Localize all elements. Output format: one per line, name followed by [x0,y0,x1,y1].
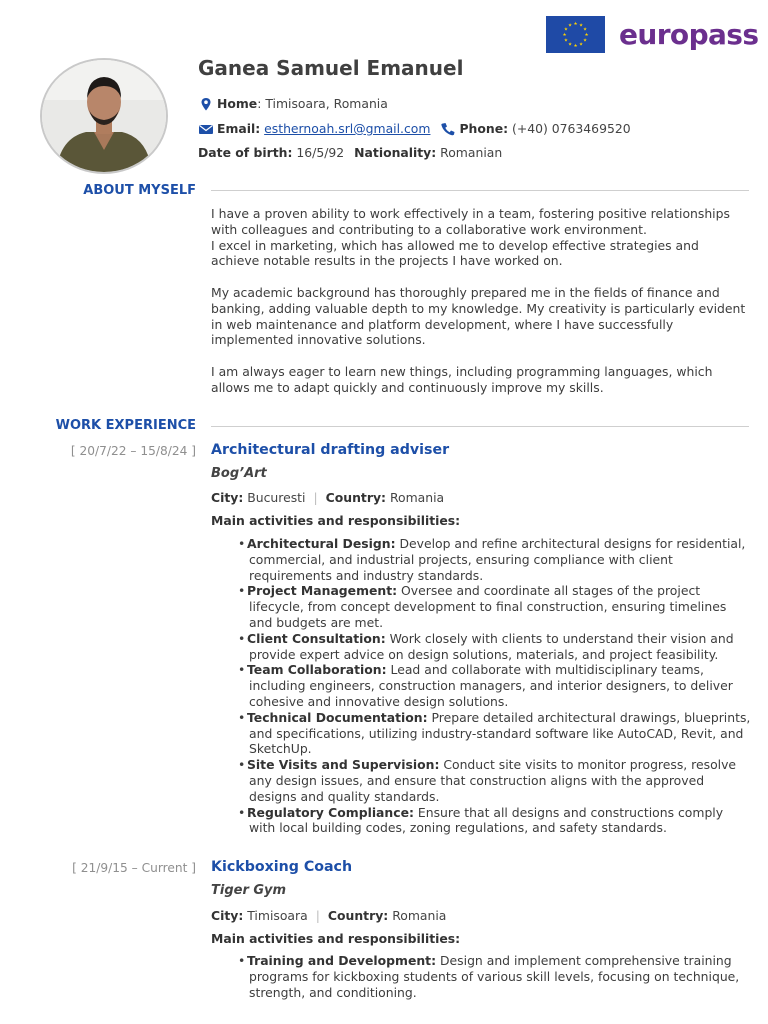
europass-logo [546,16,758,53]
about-paragraph: I excel in marketing, which has allowed me to develop effective strategies and achieve notable results in the projects I have worked on. [211,237,699,269]
eu-star-icon: ★ [578,42,584,48]
country-value: Romania [392,908,447,923]
eu-flag-icon [546,16,605,53]
eu-star-icon: ★ [582,38,588,44]
about-divider [211,190,749,191]
profile-photo [40,58,168,174]
responsibilities-list [229,536,753,836]
eu-star-icon: ★ [562,33,567,39]
email-link[interactable]: esthernoah.srl@gmail.com [264,121,431,136]
activities-label: Main activities and responsibilities: [211,513,461,528]
nationality-value: Romanian [440,145,503,160]
eu-star-icon: ★ [567,42,573,48]
candidate-name: Ganea Samuel Emanuel [198,56,464,80]
dob-value: 16/5/92 [296,145,345,160]
job-employer: Bog’Art [211,466,267,481]
list-item: • Site Visits and Supervision: Conduct site visits to monitor progress, resolve any design issues, and ensure that construction aligns with the approved designs and quality standards. [238,757,737,804]
list-item: • Client Consultation: Work closely with clients to understand their vision and provide expert advice on design solutions, materials, and project feasibility. [238,630,734,662]
email-label: Email: [217,121,261,136]
eu-star-icon: ★ [573,22,578,28]
about-text [211,206,751,396]
work-section-title: WORK EXPERIENCE [55,418,196,433]
contact-line [198,121,631,136]
nationality-label: Nationality: [354,145,437,160]
email-icon [198,122,214,136]
country-value: Romania [389,490,445,505]
eu-star-icon: ★ [573,44,578,50]
home-line [198,96,388,111]
activities-label: Main activities and responsibilities: [211,931,461,946]
responsibilities-list [229,953,753,1000]
city-value: Timisoara [247,908,308,923]
country-label: Country: [327,908,389,923]
personal-line [198,145,502,160]
location-icon [198,97,214,111]
list-item: • Technical Documentation: Prepare detailed architectural drawings, blueprints, and specifications, utilizing industry-standard software like AutoCAD, Revit, and SketchUp. [238,709,751,757]
eu-star-icon: ★ [578,23,584,29]
home-value: : Timisoara, Romania [257,96,388,111]
city-value: Bucuresti [247,490,306,505]
city-label: City: [211,490,244,505]
city-label: City: [211,908,244,923]
job-date: [ 21/9/15 – Current ] [72,861,196,875]
about-section-title: ABOUT MYSELF [83,183,196,198]
job-date: [ 20/7/22 – 15/8/24 ] [70,444,196,458]
work-divider [211,426,749,427]
country-label: Country: [325,490,386,505]
list-item: • Training and Development: Design and implement comprehensive training programs for kickboxing students of various skill levels, focusing on technique, strength, and conditioning. [238,953,740,1000]
eu-star-icon: ★ [582,27,588,33]
about-paragraph: I am always eager to learn new things, including programming languages, which allows me to adapt quickly and continuously improve my skills. [211,363,713,395]
about-paragraph: My academic background has thoroughly prepared me in the fields of finance and banking, adding valuable depth to my knowledge. My creativity is particularly evident in web maintenance and platform development, where I have successfully implemented innovative solutions. [211,284,746,348]
job-location: City: Bucuresti | Country: Romania [211,490,445,505]
list-item: • Project Management: Oversee and coordinate all stages of the project lifecycle, from concept development to final construction, ensuring timelines and budgets are met. [238,583,727,630]
job-title: Kickboxing Coach [211,859,353,875]
job-employer: Tiger Gym [211,883,287,898]
home-label: Home [217,96,258,111]
phone-icon [440,122,456,136]
job-location: City: Timisoara | Country: Romania [211,908,447,923]
list-item: • Regulatory Compliance: Ensure that all designs and constructions comply with local building codes, zoning regulations, and safety standards. [238,804,724,836]
job-title: Architectural drafting adviser [211,442,450,458]
phone-label: Phone: [459,121,509,136]
list-item: • Team Collaboration: Lead and collaborate with multidisciplinary teams, including engineers, construction managers, and interior designers, to deliver cohesive and innovative design solutions. [238,662,733,709]
eu-star-icon: ★ [567,23,573,29]
eu-star-icon: ★ [563,27,569,33]
dob-label: Date of birth: [198,145,293,160]
about-paragraph: I have a proven ability to work effectively in a team, fostering positive relationships with colleagues and contributing to a collaborative work environment. [211,206,730,237]
list-item: • Architectural Design: Develop and refine architectural designs for residential, commercial, and industrial projects, ensuring compliance with client requirements and industry standards. [238,536,746,583]
phone-value: (+40) 0763469520 [512,121,631,136]
eu-star-icon: ★ [584,33,589,39]
eu-star-icon: ★ [563,38,569,44]
europass-wordmark: europass [619,18,759,51]
